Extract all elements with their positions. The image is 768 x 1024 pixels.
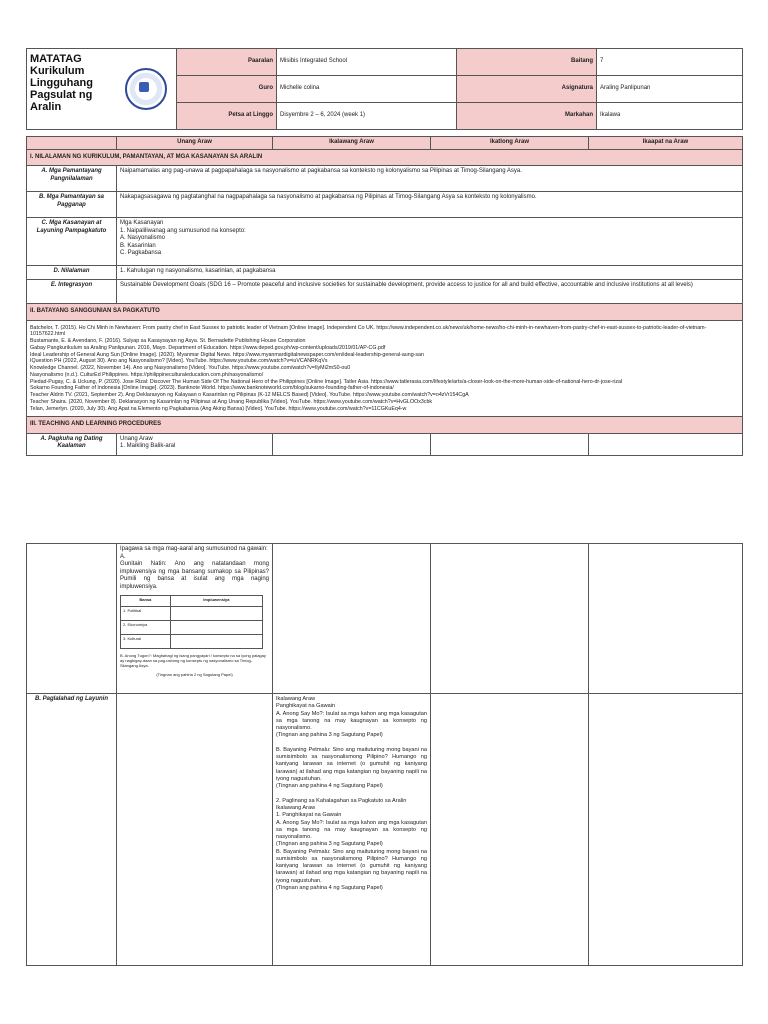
references-text: Batchelor, T. (2015). Ho Chi Minh in Newhaven: From pastry chef in East Sussex to patriotic leader of Vietnam [Online Image]. Independent Co UK. https://www.independent.co.uk/news/uk/home-news/ho-chi-minh-in-newhaven-from-pastry-chef-in-east-sussex-to-patriotic-leader-of-vietnam-10157622.html Bustamante, E. & Avendano, F. (2016). Sulyap sa Kasaysayan ng Asya. St. Bernadette Publishing House Corporation Gabay Pangkurikulum sa Araling Panlipunan. 2016, Mayo. Department of Education. https://www.deped.gov.ph/wp-content/uploads/2019/01/AP-CG.pdf Ideal Leadership of General Aung Sun [Online Image]. (2020). Myanmar Digital News. https://www.myanmardigitalnewspaper.com/en/ideal-leadership-general-aung-san IQuestion PH (2022, August 30). Ano ang Nasyonalismo? [Video]. YouTube. https://www.youtube.com/watch?v=iuVCANRKqVs Knowledge Channel. (2022, November 14). Ano ang Nasyonalismo [Video]. YouTube. https://www.youtube.com/watch?v=IlyMi2mS0-ou0 Nasyonalismo (n.d.). CulturEd Philippines. https://philippineculturaleducation.com.ph/nasyonalismo/ Piedad-Pugay, C. & Uckung, P. (2020). Jose Rizal: Discover The Human Side Of The National Hero of the Philippines [Online Image]. Tatler Asia. https://www.tatlerasia.com/lifestyle/arts/a-closer-look-on-the-more-human-side-of-national-hero-dr-jose-rizal Sokarno Founding Father of Indonesia [Online Image]. (2023). Banknote World. https://www.banknoteworld.com/blog/sukarno-founding-father-of-indonesia/ Teacher Aldrin TV. (2021, September 2). Ang Deklarasyon ng Kalayaan o Kasarinlan ng Pilipinas (K-12 MELCS Based) [Video]. YouTube. https://www.youtube.com/watch?v=o4zVr154CgA Teacher Shaira. (2020, November 8). Deklarasyon ng Kasarinlan ng Pilipinas at Ang Unang Republika [Video]. YouTube. https://www.youtube.com/watch?v=HvGLOOx3cbk Telan, Jemerlyn. (2020, July 30). Ang Apat na Elemento ng Pagkabansa (Ang Aking Bansa) [Video]. YouTube. https://www.youtube.com/watch?v=11CGKuEq4-w <box>27 320 743 417</box>
inner-caption: (Tingnan ang pahina 2 ng Sagutang Papel) <box>156 671 233 677</box>
row-cont-day2 <box>273 544 431 694</box>
section-2-title: II. BATAYANG SANGGUNIAN SA PAGKATUTO <box>27 304 743 321</box>
row-3b-day4 <box>589 694 743 966</box>
asignatura-value: Araling Panlipunan <box>597 76 743 103</box>
row-3a-day3 <box>431 433 589 455</box>
header-table <box>26 48 743 130</box>
section-3-title: III. TEACHING AND LEARNING PROCEDURES <box>27 417 743 434</box>
inner-note: B. Anong Tugon?: Magbahagi ng isang pangyayari / konsepto na sa iyong palagay ay nagbigay-daan sa pag-usbong ng konsepto ng nasyonalismo sa Timog-Silangang Asya. <box>120 653 266 669</box>
row-d-text: 1. Kahulugan ng nasyonalismo, kasarinlan, at pagkabansa <box>117 266 743 280</box>
row-cont-day4 <box>589 544 743 694</box>
row-a-label: A. Mga Pamantayang Pangnilalaman <box>27 166 117 192</box>
row-3a-day2 <box>273 433 431 455</box>
main-table <box>26 136 743 456</box>
paaralan-label: Paaralan <box>177 49 277 76</box>
influence-table-row-1: 1. Politikal <box>121 607 171 621</box>
day-2-header: Ikalawang Araw <box>273 137 431 150</box>
influence-table-head-1: Bansa <box>121 596 171 607</box>
guro-label: Guro <box>177 76 277 103</box>
row-b-text: Nakapagsasagawa ng pagtatanghal na nagpapahalaga sa nasyonalismo at pagkabansa ng Pilipinas at Timog-Silangang Asya sa konteksto ng kolonyalismo. <box>117 192 743 218</box>
baitang-label: Baitang <box>457 49 597 76</box>
day-3-header: Ikatlong Araw <box>431 137 589 150</box>
row-c-text: Mga Kasanayan 1. Naipaliliwanag ang sumusunod na konsepto: A. Nasyonalismo B. Kasarinlan C. Pagkabansa <box>117 218 743 266</box>
markahan-value: Ikalawa <box>597 103 743 130</box>
asignatura-label: Asignatura <box>457 76 597 103</box>
page-2-table <box>26 543 743 966</box>
row-3b-day1 <box>117 694 273 966</box>
influence-table-row-2: 2. Ekonomiya <box>121 621 171 635</box>
row-3b-day3 <box>431 694 589 966</box>
deped-seal-icon <box>125 68 167 110</box>
day-4-header: Ikaapat na Araw <box>589 137 743 150</box>
row-3a-label: A. Pagkuha ng Dating Kaalaman <box>27 433 117 455</box>
row-cont-day1 <box>117 544 273 694</box>
days-header-row <box>27 137 743 150</box>
row-3b-day2: Ikalawang Araw Panghikayat na Gawain A. Anong Say Mo?: Isulat sa mga kahon ang mga kasagutan sa mga tanong na may kaugnayan sa konsepto ng nasyonalismo. (Tingnan ang pahina 3 ng Sagutang Papel) B. Bayaning Petmalu: Sino ang maituturing mong bayani na sumisimbolo sa nasyonalismong Pilipino? Humango ng kaniyang larawan sa internet (o gumuhit ng kaniyang larawan) at ilahad ang mga katangian ng bayaning napili na iyong nagustuhan. (Tingnan ang pahina 4 ng Sagutang Papel) 2. Paglinang sa Kahalagahan sa Pagkatuto sa Aralin Ikalawang Araw 1. Panghikayat na Gawain A. Anong Say Mo?: Isulat sa mga kahon ang mga kasagutan sa mga tanong na may kaugnayan sa konsepto ng nasyonalismo. (Tingnan ang pahina 3 ng Sagutang Papel) B. Bayaning Petmalu: Sino ang maituturing mong bayani na sumisimbolo sa nasyonalismong Pilipino? Humango ng kaniyang larawan sa internet (o gumuhit ng kaniyang larawan) at ilahad ang mga katangian ng bayaning napili na iyong nagustuhan. (Tingnan ang pahina 4 ng Sagutang Papel) <box>273 694 431 966</box>
deped-seal <box>117 49 177 130</box>
row-c-label: C. Mga Kasanayan at Layuning Pampagkatuto <box>27 218 117 266</box>
doc-title: MATATAG Kurikulum Lingguhang Pagsulat ng Aralin <box>27 49 117 130</box>
paaralan-value: Misibis Integrated School <box>277 49 457 76</box>
row-3b-label: B. Paglalahad ng Layunin <box>27 694 117 966</box>
row-3a-day4 <box>589 433 743 455</box>
lesson-plan-page-1 <box>26 48 742 518</box>
influence-table-row-3: 3. Kultural <box>121 635 171 649</box>
influence-table <box>120 595 263 649</box>
petsa-label: Petsa at Linggo <box>177 103 277 130</box>
row-e-text: Sustainable Development Goals (SDG 16 – Promote peaceful and inclusive societies for sustainable development, provide access to justice for all and build effective, accountable and inclusive institutions at all levels) <box>117 280 743 304</box>
row-e-label: E. Integrasyon <box>27 280 117 304</box>
influence-table-head-2: Impluwensiya <box>170 596 262 607</box>
cont-text: Ipagawa sa mga mag-aaral ang sumusunod na gawain: A. Gunitain Natin: Ano ang natatandaan mong impluwensiya ng mga bansang sumakop sa Pilipinas? Pumili ng bansa at isulat ang mga naging impluwensiya. <box>120 546 269 590</box>
markahan-label: Markahan <box>457 103 597 130</box>
guro-value: Michelle colina <box>277 76 457 103</box>
row-3a-day1: Unang Araw 1. Maikling Balik-aral <box>117 433 273 455</box>
section-1-title: I. NILALAMAN NG KURIKULUM, PAMANTAYAN, AT MGA KASANAYAN SA ARALIN <box>27 149 743 166</box>
row-b-label: B. Mga Pamantayan sa Pagganap <box>27 192 117 218</box>
petsa-value: Disyembre 2 – 6, 2024 (week 1) <box>277 103 457 130</box>
baitang-value: 7 <box>597 49 743 76</box>
lesson-plan-page-2 <box>26 543 742 971</box>
row-cont-label <box>27 544 117 694</box>
row-d-label: D. Nilalaman <box>27 266 117 280</box>
day-1-header: Unang Araw <box>117 137 273 150</box>
row-a-text: Naipamamalas ang pag-unawa at pagpapahalaga sa nasyonalismo at pagkabansa sa konteksto ng kolonyalismo sa Pilipinas at Timog-Silangang Asya. <box>117 166 743 192</box>
row-cont-day3 <box>431 544 589 694</box>
